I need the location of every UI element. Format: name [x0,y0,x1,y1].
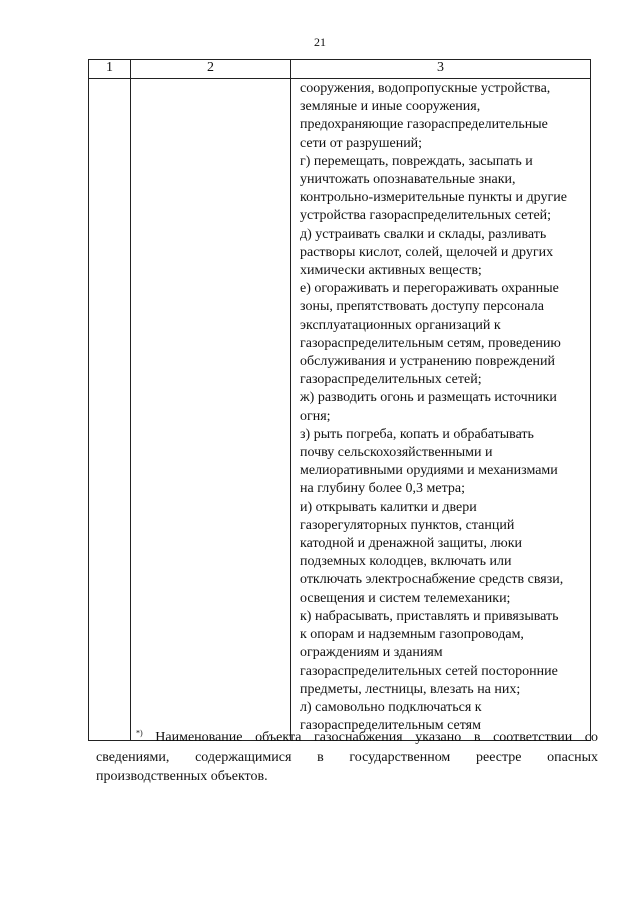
footnote-text: Наименование объекта газоснабжения указано в соответствии со [155,730,598,745]
footnote-text: производственных объектов. [96,769,268,784]
text-line: огня; [300,408,331,424]
text-line: мелиоративными орудиями и механизмами [300,463,558,479]
text-line: газораспределительных сетей посторонние [300,663,558,679]
text-line: зоны, препятствовать доступу персонала [300,299,544,315]
text-line: уничтожать опознавательные знаки, [300,172,516,188]
table-row [89,79,591,741]
text-line: отключать электроснабжение средств связи, [300,572,564,588]
text-line: подземных колодцев, включать или [300,554,512,570]
cell-col-2 [131,79,291,741]
footnote-text: сведениями, содержащимися в государственном реестре опасных [96,749,598,765]
text-line: предохраняющие газораспределительные [300,117,548,133]
text-line: л) самовольно подключаться к [300,699,482,715]
text-line: на глубину более 0,3 метра; [300,481,465,497]
text-line: газораспределительным сетям, проведению [300,335,561,351]
text-line: эксплуатационных организаций к [300,317,501,333]
text-line: г) перемещать, повреждать, засыпать и [300,153,533,169]
text-line: д) устраивать свалки и склады, разливать [300,226,547,242]
footnote [96,728,598,787]
text-line: сооружения, водопропускные устройства, [300,81,551,96]
header-col-3: 3 [291,60,591,79]
header-col-2: 2 [131,60,291,79]
page-number: 21 [314,35,326,49]
text-line: и) открывать калитки и двери [300,499,477,515]
text-line: освещения и систем телемеханики; [300,590,511,606]
text-line: катодной и дренажной защиты, люки [300,536,523,552]
text-line: устройства газораспределительных сетей; [300,208,552,224]
text-line: растворы кислот, солей, щелочей и других [300,244,554,260]
text-line: газорегуляторных пунктов, станций [300,517,515,533]
header-col-1: 1 [89,60,131,79]
text-line: газораспределительных сетей; [300,372,482,388]
text-line: контрольно-измерительные пункты и другие [300,190,567,206]
requirements-table [88,59,591,741]
text-line: сети от разрушений; [300,135,423,151]
text-line: обслуживания и устранению повреждений [300,354,556,370]
text-line: е) огораживать и перегораживать охранные [300,281,559,297]
text-line: почву сельскохозяйственными и [300,445,493,461]
cell-col-1 [89,79,131,741]
footnote-line [96,728,598,748]
cell-col-3 [291,79,591,741]
text-line: химически активных веществ; [300,263,482,279]
footnote-line [96,767,598,787]
text-line: газораспределительным сетям [300,718,481,734]
text-line: к опорам и надземным газопроводам, [300,627,524,643]
table-header-row [89,60,591,79]
text-line: ограждениям и зданиям [300,645,443,661]
text-line: з) рыть погреба, копать и обрабатывать [300,426,534,442]
footnote-marker: *) [136,728,143,738]
text-line: предметы, лестницы, влезать на них; [300,681,521,697]
text-line: ж) разводить огонь и размещать источники [300,390,557,406]
text-line: к) набрасывать, приставлять и привязывать [300,608,559,624]
footnote-line [96,748,598,768]
text-line: земляные и иные сооружения, [300,99,481,115]
